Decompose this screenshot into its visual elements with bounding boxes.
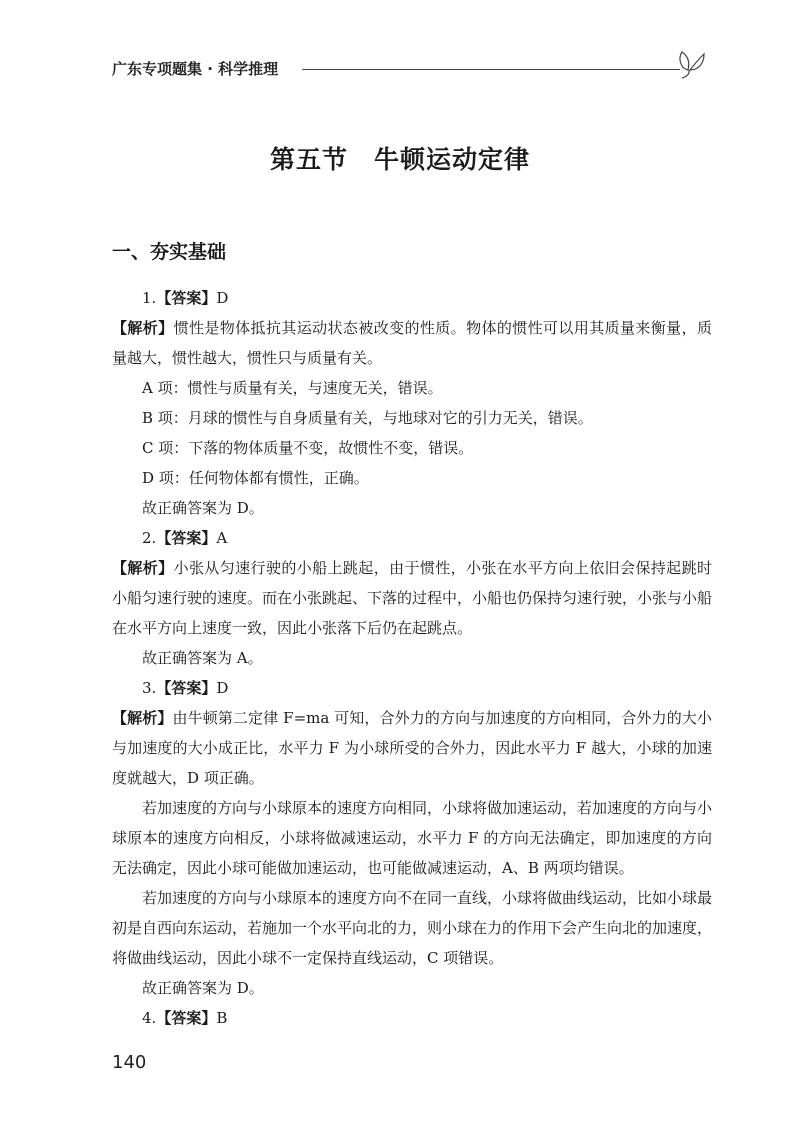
answer-tag: 【答案】 [156, 679, 217, 697]
option-d-analysis: D 项：任何物体都有惯性，正确。 [142, 469, 369, 487]
explanation-q3-paragraph-2: 若加速度的方向与小球原本的速度方向相同，小球将做加速运动，若加速度的方向与小球原本的速度方向相反，小球将做减速运动，水平力 F 的方向无法确定，即加速度的方向无法确定，因此小球可能做加速运动，也可能做减速运动，A、B 两项均错误。 [112, 799, 713, 877]
option-b-analysis: B 项：月球的惯性与自身质量有关，与地球对它的引力无关，错误。 [142, 409, 593, 427]
explanation-q3 [112, 703, 712, 793]
answer-tag: 【答案】 [156, 529, 217, 547]
answer-tag: 【答案】 [156, 1009, 217, 1027]
explanation-tag: 【解析】 [112, 559, 174, 577]
explanation-text: 小张从匀速行驶的小船上跳起，由于惯性，小张在水平方向上依旧会保持起跳时小船匀速行驶的速度。而在小张跳起、下落的过程中，小船也仍保持匀速行驶，小张与小船在水平方向上速度一致，因此小张落下后仍在起跳点。 [112, 559, 713, 637]
question-number: 1. [142, 289, 157, 307]
answer-line-q2 [112, 523, 712, 553]
answer-value: B [216, 1009, 228, 1027]
option-a-analysis: A 项：惯性与质量有关，与速度无关，错误。 [142, 379, 443, 397]
explanation-text: 由牛顿第二定律 F=ma 可知，合外力的方向与加速度的方向相同，合外力的大小与加速度的大小成正比，水平力 F 为小球所受的合外力，因此水平力 F 越大，小球的加速度就越大，D 项正确。 [112, 709, 712, 787]
explanation-text: 惯性是物体抵抗其运动状态被改变的性质。物体的惯性可以用其质量来衡量，质量越大，惯性越大，惯性只与质量有关。 [112, 319, 712, 367]
part-title: 一、夯实基础 [112, 241, 227, 263]
final-answer-q2: 故正确答案为 A。 [142, 649, 263, 667]
question-number: 2. [142, 529, 157, 547]
answer-line-q1 [112, 283, 712, 313]
answer-value: D [216, 289, 229, 307]
page-number: 140 [112, 1052, 147, 1073]
answer-value: A [216, 529, 228, 547]
explanation-tag: 【解析】 [112, 319, 174, 337]
final-answer-q3: 故正确答案为 D。 [142, 979, 264, 997]
explanation-q1 [112, 313, 712, 373]
question-number: 3. [142, 679, 157, 697]
section-title: 第五节 牛顿运动定律 [269, 145, 530, 174]
explanation-q2 [112, 553, 712, 643]
answer-tag: 【答案】 [156, 289, 217, 307]
running-header [112, 56, 702, 84]
answer-content [112, 283, 712, 1033]
explanation-q3-paragraph-3: 若加速度的方向与小球原本的速度方向不在同一直线，小球将做曲线运动，比如小球最初是自西向东运动，若施加一个水平向北的力，则小球在力的作用下会产生向北的加速度，将做曲线运动，因此小球不一定保持直线运动，C 项错误。 [112, 889, 713, 967]
final-answer-q1: 故正确答案为 D。 [142, 499, 264, 517]
book-title: 广东专项题集 · 科学推理 [112, 60, 279, 78]
explanation-tag: 【解析】 [112, 709, 173, 727]
option-c-analysis: C 项：下落的物体质量不变，故惯性不变，错误。 [142, 439, 474, 457]
answer-line-q4 [112, 1003, 712, 1033]
question-number: 4. [142, 1009, 157, 1027]
sprout-leaf-icon [676, 44, 706, 84]
header-rule [302, 69, 680, 70]
answer-value: D [216, 679, 229, 697]
answer-line-q3 [112, 673, 712, 703]
